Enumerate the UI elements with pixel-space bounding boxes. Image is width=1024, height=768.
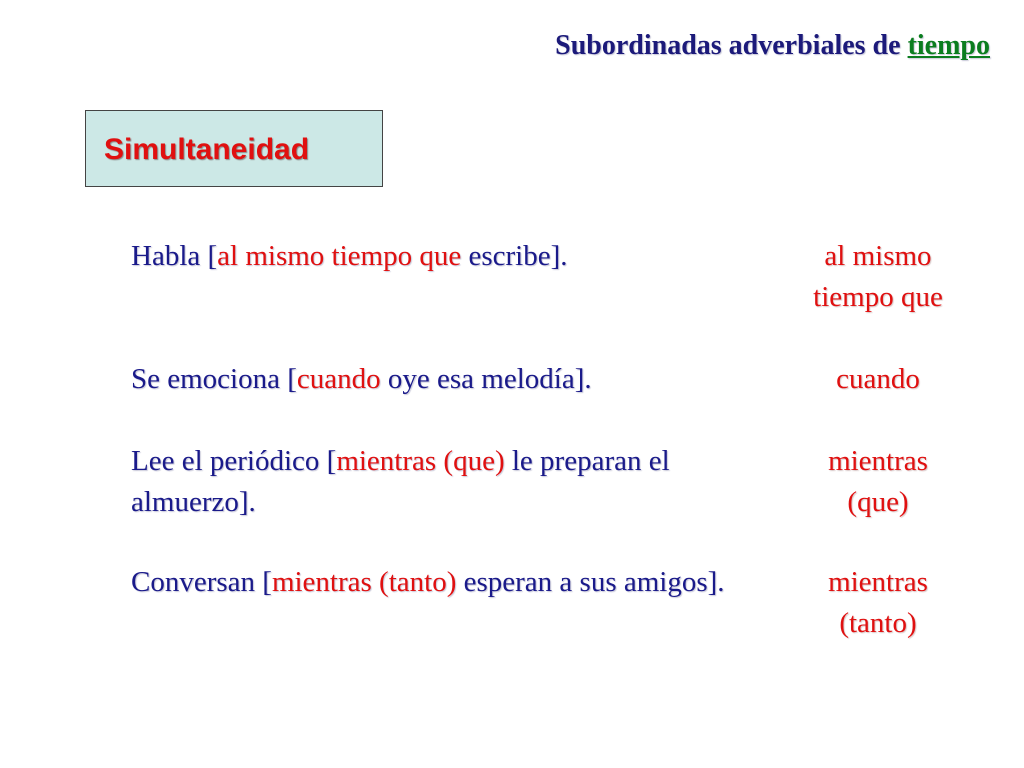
- sentence-conjunction: cuando: [296, 363, 381, 395]
- example-sentence-1: [131, 236, 751, 277]
- connector-line: tiempo que: [813, 281, 943, 313]
- section-label-box: [85, 110, 383, 187]
- sentence-conjunction: mientras (tanto): [271, 566, 457, 598]
- connector-line: cuando: [836, 363, 920, 395]
- sentence-text: esperan a sus amigos].: [456, 566, 725, 598]
- sentence-conjunction: al mismo tiempo que: [217, 240, 462, 272]
- connector-2: [790, 359, 966, 400]
- example-sentence-4: [131, 562, 751, 603]
- section-label: Simultaneidad: [104, 133, 310, 166]
- sentence-text: le preparan el almuerzo].: [131, 445, 670, 518]
- connector-line: al mismo: [824, 240, 932, 272]
- connector-line: (tanto): [839, 607, 917, 639]
- connector-3: [790, 441, 966, 523]
- example-sentence-3: [131, 441, 751, 523]
- sentence-conjunction: mientras (que): [336, 445, 505, 477]
- sentence-text: Conversan [: [131, 566, 272, 598]
- sentence-text: Habla [: [131, 240, 218, 272]
- example-sentence-2: [131, 359, 751, 400]
- connector-line: mientras: [828, 445, 928, 477]
- sentence-text: escribe].: [461, 240, 568, 272]
- sentence-text: Se emociona [: [131, 363, 297, 395]
- connector-line: mientras: [828, 566, 928, 598]
- slide-title: [555, 30, 990, 62]
- connector-1: [790, 236, 966, 318]
- title-text: Subordinadas adverbiales de: [555, 30, 908, 61]
- sentence-text: Lee el periódico [: [131, 445, 337, 477]
- connector-4: [790, 562, 966, 644]
- connector-line: (que): [847, 486, 909, 518]
- sentence-text: oye esa melodía].: [380, 363, 592, 395]
- title-keyword: tiempo: [907, 30, 990, 61]
